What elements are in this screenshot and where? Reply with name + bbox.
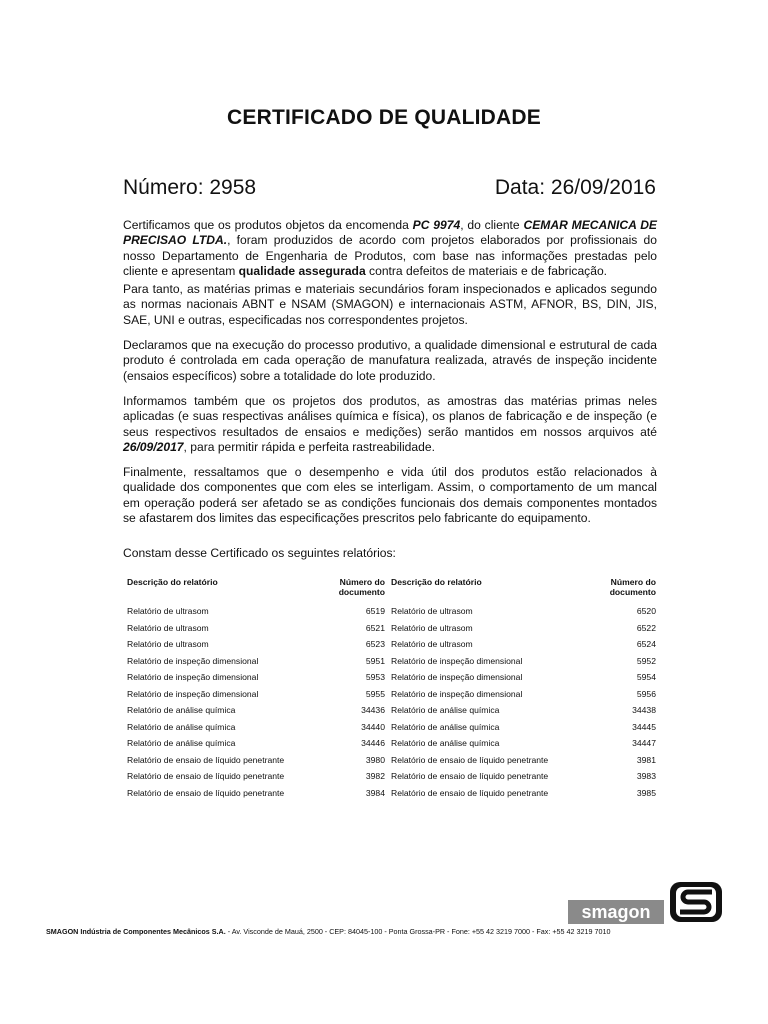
report-number: 6521: [365, 622, 385, 633]
paragraph-text: Informamos também que os projetos dos produtos, as amostras das matérias primas neles aplicadas (e suas respectivas análises química e física), os planos de fabricação e de inspeção (e seus respectivos resultados de ensaios e medições) serão mantidos em nossos arquivos até: [123, 394, 657, 439]
table-row: [123, 768, 658, 785]
report-number: 6524: [636, 639, 656, 649]
table-row: [123, 686, 658, 703]
certificate-number: Número: 2958: [123, 176, 257, 199]
order-number: PC 9974: [412, 218, 461, 232]
footer-address: - Av. Visconde de Mauá, 2500 - CEP: 84045-100 - Ponta Grossa-PR - Fone: +55 42 3219 7000 - Fax: +55 42 3219 7010: [225, 927, 611, 936]
paragraph-text: , para permitir rápida e perfeita rastreabilidade.: [183, 440, 435, 455]
paragraph-text: , do cliente: [460, 218, 524, 232]
report-number: 6522: [636, 622, 656, 633]
report-number: 34438: [632, 705, 656, 715]
report-description: Relatório de ultrasom: [391, 606, 473, 616]
report-number: 3985: [636, 787, 656, 798]
table-row: [123, 620, 658, 637]
paragraph-materials: Para tanto, as matérias primas e materiais secundários foram inspecionados e aplicados segundo as normas nacionais ABNT e NSAM (SMAGON) e internacionais ASTM, AFNOR, BS, DIN, JIS, SAE, UNI e outras, especificadas nos correspondentes projetos.: [123, 282, 657, 327]
report-description: Relatório de ensaio de líquido penetrante: [127, 754, 285, 765]
table-row: [123, 669, 658, 686]
report-number: 5952: [636, 655, 656, 666]
report-number: 6519: [365, 606, 385, 616]
table-row: [123, 702, 658, 719]
report-description: Relatório de ensaio de líquido penetrante: [391, 787, 549, 798]
report-number: 34446: [361, 738, 385, 748]
report-description: Relatório de ultrasom: [127, 606, 209, 616]
table-header-row: [123, 577, 658, 603]
table-row: [123, 735, 658, 752]
logo-text: smagon: [581, 902, 651, 922]
table-row: [123, 603, 658, 620]
reports-table: [123, 577, 658, 801]
footer-company: SMAGON Indústria de Componentes Mecânicos S.A.: [46, 927, 226, 936]
report-number: 34436: [361, 705, 385, 715]
report-description: Relatório de ensaio de líquido penetrante: [391, 754, 549, 765]
certificate-date: Data: 26/09/2016: [494, 176, 656, 199]
report-number: 3984: [365, 787, 385, 798]
report-number: 5951: [365, 655, 385, 666]
header-document-number: Número do documento: [609, 577, 656, 597]
header-document-number: Número do documento: [338, 577, 385, 597]
report-description: Relatório de ultrasom: [127, 622, 209, 633]
number-date-row: [123, 176, 656, 206]
client-name: CEMAR MECANICA DE PRECISAO LTDA.: [123, 218, 658, 248]
table-row: [123, 785, 658, 802]
report-description: Relatório de ensaio de líquido penetrante: [127, 787, 285, 798]
paragraph-performance: Finalmente, ressaltamos que o desempenho e vida útil dos produtos estão relacionados à qualidade dos componentes que com eles se interligam. Assim, o comportamento de um mancal em operação poderá ser afetado se as condições funcionais dos demais componentes montados se afastarem dos limites das especificações prescritos pelo fabricante do equipamento.: [123, 465, 657, 526]
report-description: Relatório de ultrasom: [391, 622, 473, 633]
table-row: [123, 752, 658, 769]
report-description: Relatório de ensaio de líquido penetrante: [391, 771, 549, 781]
paragraph-certification: [123, 218, 657, 280]
archive-date: 26/09/2017: [123, 440, 184, 455]
table-row: [123, 653, 658, 670]
paragraph-traceability: [123, 394, 657, 456]
header-description: Descrição do relatório: [127, 577, 218, 587]
report-description: Relatório de inspeção dimensional: [127, 688, 259, 699]
report-description: Relatório de inspeção dimensional: [391, 655, 523, 666]
report-description: Relatório de análise química: [391, 705, 500, 715]
report-number: 3980: [365, 754, 385, 765]
report-description: Relatório de ensaio de líquido penetrante: [127, 771, 285, 781]
report-description: Relatório de análise química: [391, 738, 500, 748]
smagon-logo: [568, 880, 724, 924]
table-row: [123, 636, 658, 653]
quality-emphasis: qualidade assegurada: [238, 264, 366, 279]
report-description: Relatório de análise química: [127, 738, 236, 748]
table-row: [123, 719, 658, 736]
report-number: 3983: [636, 771, 656, 781]
report-number: 5956: [636, 688, 656, 699]
report-number: 5953: [365, 672, 385, 682]
footer: [46, 927, 746, 936]
report-number: 6523: [365, 639, 385, 649]
report-number: 6520: [636, 606, 656, 616]
smagon-s-mark-icon: [668, 880, 724, 924]
paragraph-text: Certificamos que os produtos objetos da encomenda: [123, 218, 413, 232]
paragraph-text: contra defeitos de materiais e de fabricação.: [365, 264, 608, 279]
header-description: Descrição do relatório: [391, 577, 482, 587]
reports-intro: Constam desse Certificado os seguintes relatórios:: [123, 546, 396, 560]
report-number: 34445: [632, 721, 656, 732]
document-title: CERTIFICADO DE QUALIDADE: [227, 106, 541, 129]
report-number: 3981: [636, 754, 656, 765]
report-number: 34447: [632, 738, 656, 748]
report-description: Relatório de análise química: [391, 721, 500, 732]
report-description: Relatório de análise química: [127, 721, 236, 732]
report-number: 3982: [365, 771, 385, 781]
report-description: Relatório de inspeção dimensional: [127, 672, 259, 682]
paragraph-text: , foram produzidos de acordo com projetos elaborados por profissionais do nosso Departamento de Engenharia de Produtos, com base nas informações prestadas pelo cliente e apresentam: [123, 233, 657, 279]
report-number: 34440: [361, 721, 385, 732]
report-description: Relatório de inspeção dimensional: [127, 655, 259, 666]
report-description: Relatório de análise química: [127, 705, 236, 715]
report-description: Relatório de inspeção dimensional: [391, 688, 523, 699]
report-number: 5954: [636, 672, 656, 682]
report-description: Relatório de ultrasom: [391, 639, 473, 649]
report-description: Relatório de inspeção dimensional: [391, 672, 523, 682]
report-number: 5955: [365, 688, 385, 699]
paragraph-process: Declaramos que na execução do processo produtivo, a qualidade dimensional e estrutural de cada produto é controlada em cada operação de manufatura realizada, através de inspeção incidente (ensaios específicos) sobre a totalidade do lote produzido.: [123, 338, 657, 383]
report-description: Relatório de ultrasom: [127, 639, 209, 649]
